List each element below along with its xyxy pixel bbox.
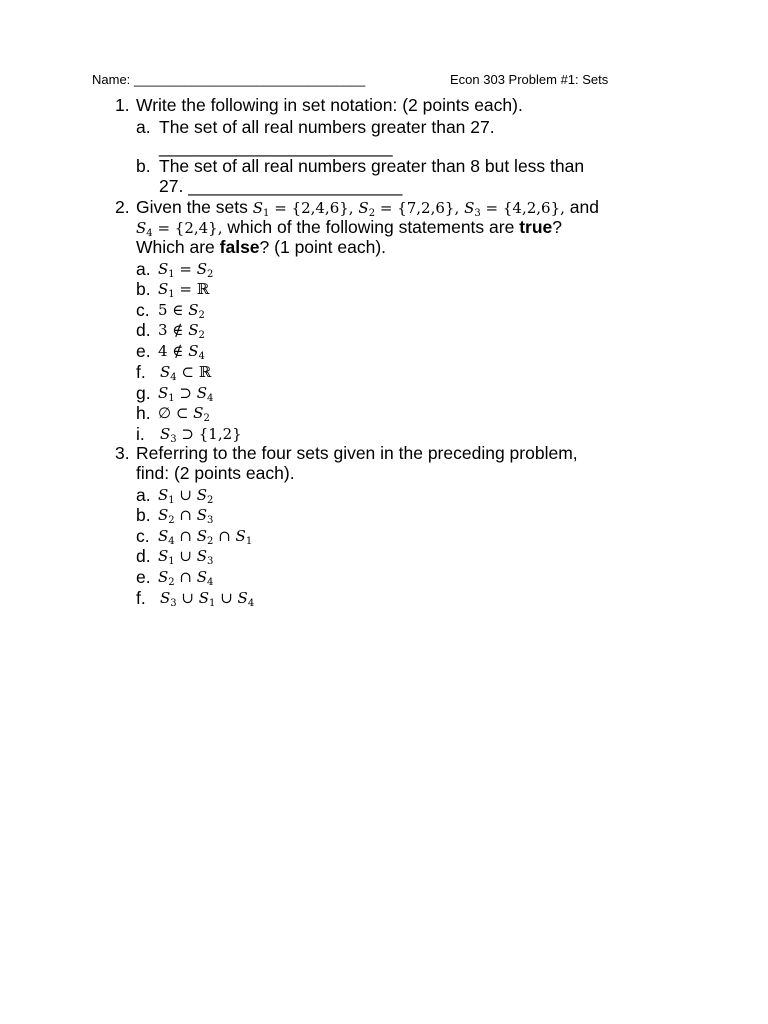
q2-points: ? (1 point each). — [259, 237, 387, 257]
q2-item-c: c. — [136, 300, 150, 320]
q2-false-word: false — [219, 237, 260, 257]
q3-item-a-expr: $S_1$ ∪ $S_2$ — [158, 486, 214, 506]
q2-item-a: a. — [136, 259, 151, 279]
q2-item-c-stmt: 5 ∈ $S_2$ — [158, 301, 205, 321]
q3-prompt: Referring to the four sets given in the preceding problem, — [136, 443, 578, 463]
q3-item-e: e. — [136, 567, 151, 587]
q2-item-g-stmt: $S_1$ ⊃ $S_4$ — [158, 384, 214, 404]
q2-item-i-stmt: $S_3$ ⊃ {1,2} — [160, 425, 242, 445]
q1b-answer-blank: 27. ______________________ — [159, 176, 403, 196]
name-field-label: Name: ________________________________ — [92, 72, 366, 87]
q2-item-h: h. — [136, 403, 151, 423]
q3-item-c-expr: $S_4$ ∩ $S_2$ ∩ $S_1$ — [158, 527, 253, 547]
q1-prompt: Write the following in set notation: (2 points each). — [136, 95, 523, 115]
set-s4-def: $S_4 = \{2,4\}$, — [136, 219, 223, 239]
q2-item-h-stmt: ∅ ⊂ $S_2$ — [158, 404, 210, 424]
q2-and: and — [569, 197, 599, 217]
q2-lead: Given the sets — [136, 197, 248, 217]
q1a-letter: a. — [136, 117, 151, 137]
q2-item-f: f. — [136, 362, 146, 382]
q2-which: which of the following statements are — [227, 217, 515, 237]
q3-item-c: c. — [136, 526, 150, 546]
q2-item-i: i. — [136, 424, 145, 444]
q3-item-a: a. — [136, 485, 151, 505]
q1a-answer-blank: ________________________ — [159, 137, 393, 157]
q2-item-a-stmt: $S_1 = S_2$ — [158, 260, 214, 280]
q2-item-b: b. — [136, 279, 151, 299]
q1b-text: The set of all real numbers greater than 8 but less than — [159, 156, 585, 176]
q2-line-2 — [136, 217, 562, 239]
q3-item-e-expr: $S_2$ ∩ $S_4$ — [158, 568, 214, 588]
q2-item-d-stmt: 3 ∉ $S_2$ — [158, 321, 205, 341]
page-header — [92, 71, 652, 89]
q2-item-e-stmt: 4 ∉ $S_4$ — [158, 342, 205, 362]
q3-prompt-cont: find: (2 points each). — [136, 463, 295, 483]
q2-item-g: g. — [136, 383, 151, 403]
q3-item-b: b. — [136, 505, 151, 525]
q1-number: 1. — [115, 95, 130, 115]
q2-item-d: d. — [136, 320, 151, 340]
q3-item-b-expr: $S_2$ ∩ $S_3$ — [158, 506, 214, 526]
q2-line-3 — [136, 237, 386, 258]
q3-item-d: d. — [136, 546, 151, 566]
set-s1-def: $S_1 = \{2,4,6\}$, — [252, 199, 354, 219]
course-title: Econ 303 Problem #1: Sets — [450, 72, 609, 87]
q2-number: 2. — [115, 197, 130, 217]
q2-which-are: Which are — [136, 237, 215, 257]
q3-number: 3. — [115, 443, 130, 463]
q3-item-f-expr: $S_3$ ∪ $S_1$ ∪ $S_4$ — [160, 589, 255, 609]
q2-question-mark: ? — [552, 217, 562, 237]
q2-line-1 — [136, 197, 599, 219]
q1b-letter: b. — [136, 156, 151, 176]
q3-item-d-expr: $S_1$ ∪ $S_3$ — [158, 547, 214, 567]
q1a-text: The set of all real numbers greater than 27. — [159, 117, 495, 137]
q2-item-e: e. — [136, 341, 151, 361]
q2-item-f-stmt: $S_4$ ⊂ ℝ — [160, 363, 212, 383]
q2-item-b-stmt: $S_1$ = ℝ — [158, 280, 210, 300]
set-s3-def: $S_3 = \{4,2,6\}$, — [464, 199, 565, 219]
q3-item-f: f. — [136, 588, 146, 608]
q2-true-word: true — [519, 217, 553, 237]
set-s2-def: $S_2 = \{7,2,6\}$, — [358, 199, 460, 219]
